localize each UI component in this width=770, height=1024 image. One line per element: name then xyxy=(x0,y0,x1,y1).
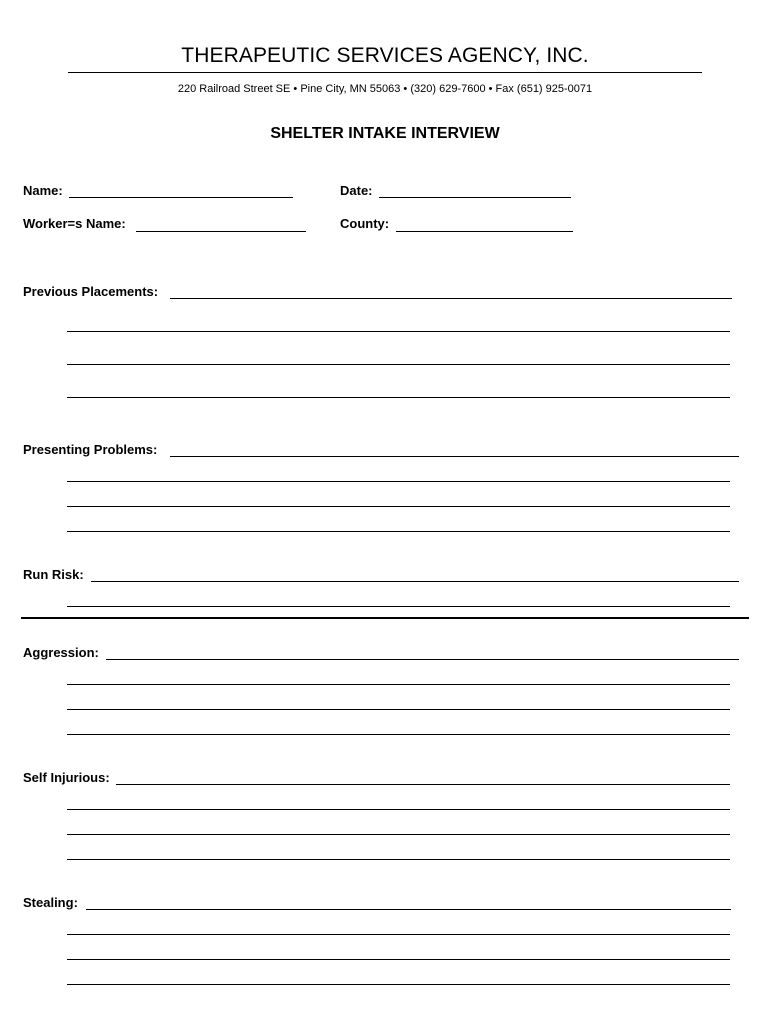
stealing-line-3[interactable] xyxy=(67,959,730,960)
agency-name: THERAPEUTIC SERVICES AGENCY, INC. xyxy=(181,44,589,67)
previous-placements-line-3[interactable] xyxy=(67,364,730,365)
county-label: County: xyxy=(340,216,390,231)
presenting-problems-label: Presenting Problems: xyxy=(23,442,158,457)
previous-placements-line-4[interactable] xyxy=(67,397,730,398)
self-injurious-line-1[interactable] xyxy=(116,784,730,785)
aggression-line-4[interactable] xyxy=(67,734,730,735)
county-field[interactable] xyxy=(396,231,573,232)
name-label: Name: xyxy=(23,183,63,198)
worker-name-field[interactable] xyxy=(136,231,306,232)
stealing-line-2[interactable] xyxy=(67,934,730,935)
agency-address: 220 Railroad Street SE • Pine City, MN 55063 • (320) 629-7600 • Fax (651) 925-0071 xyxy=(177,83,593,95)
stealing-label: Stealing: xyxy=(23,895,78,910)
run-risk-label: Run Risk: xyxy=(23,567,84,582)
previous-placements-line-1[interactable] xyxy=(170,298,732,299)
stealing-line-1[interactable] xyxy=(86,909,731,910)
run-risk-line-2[interactable] xyxy=(67,606,730,607)
self-injurious-line-3[interactable] xyxy=(67,834,730,835)
worker-name-label: Worker=s Name: xyxy=(23,216,126,231)
stealing-line-4[interactable] xyxy=(67,984,730,985)
previous-placements-label: Previous Placements: xyxy=(23,284,159,299)
presenting-problems-line-2[interactable] xyxy=(67,481,730,482)
presenting-problems-line-4[interactable] xyxy=(67,531,730,532)
aggression-line-2[interactable] xyxy=(67,684,730,685)
run-risk-line-1[interactable] xyxy=(91,581,739,582)
presenting-problems-line-3[interactable] xyxy=(67,506,730,507)
self-injurious-line-4[interactable] xyxy=(67,859,730,860)
aggression-line-1[interactable] xyxy=(106,659,739,660)
aggression-line-3[interactable] xyxy=(67,709,730,710)
form-title: SHELTER INTAKE INTERVIEW xyxy=(270,125,500,142)
self-injurious-line-2[interactable] xyxy=(67,809,730,810)
date-label: Date: xyxy=(340,183,373,198)
previous-placements-line-2[interactable] xyxy=(67,331,730,332)
agency-underline xyxy=(68,72,702,73)
presenting-problems-line-1[interactable] xyxy=(170,456,739,457)
name-field[interactable] xyxy=(69,197,293,198)
date-field[interactable] xyxy=(379,197,571,198)
self-injurious-label: Self Injurious: xyxy=(23,770,110,785)
section-divider xyxy=(21,617,749,619)
aggression-label: Aggression: xyxy=(23,645,99,660)
